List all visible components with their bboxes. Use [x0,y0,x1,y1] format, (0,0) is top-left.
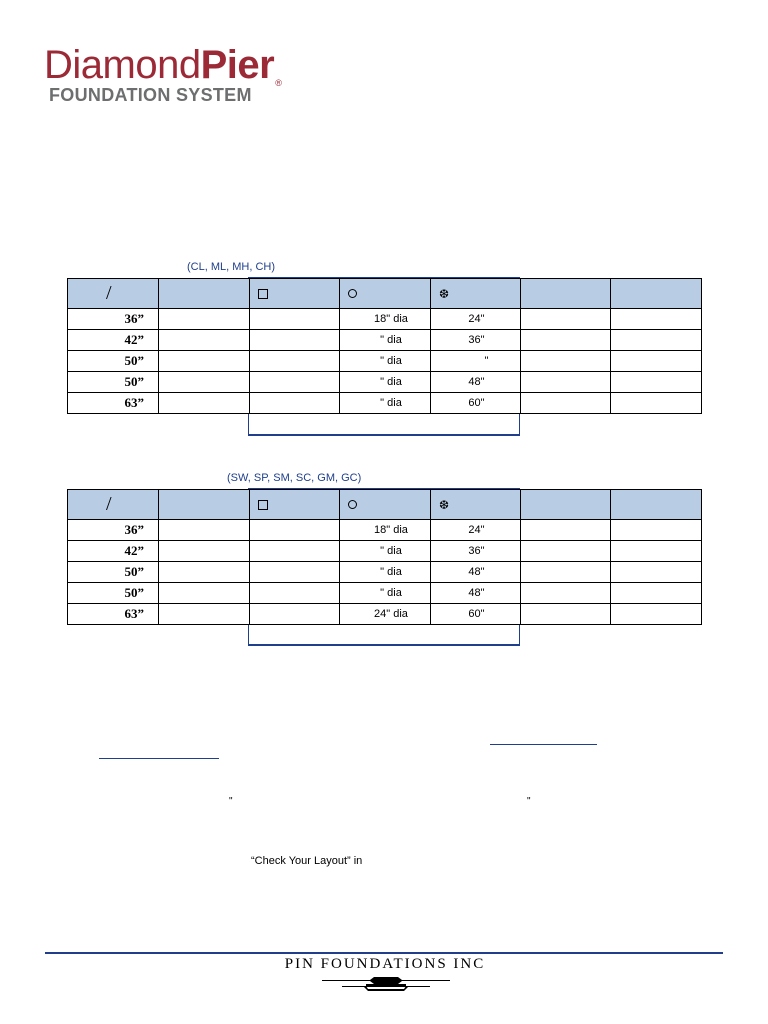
table2-header-row [68,490,702,520]
table1-header-empty [611,279,702,309]
frost-depth: 48" [431,562,521,583]
underline-link-left[interactable] [99,758,219,759]
table-row [68,604,702,625]
pier-size: 36” [68,520,159,541]
pier-size: 50” [68,562,159,583]
table1-header-slash: / [68,279,159,309]
footing-dia: " dia [340,351,431,372]
table1-header-snow [431,279,521,309]
table-row [68,330,702,351]
table2-soil-label: (SW, SP, SM, SC, GM, GC) [227,472,362,484]
footer-company-name: PIN FOUNDATIONS INC [284,956,486,972]
frost-depth: 24" [431,309,521,330]
table2-header-empty [611,490,702,520]
table-row [68,583,702,604]
footing-dia: " dia [340,330,431,351]
table-row [68,393,702,414]
registered-mark: ® [275,78,282,88]
footing-dia: " dia [340,393,431,414]
frost-depth: 36" [431,541,521,562]
pier-size: 63” [68,604,159,625]
table1-header-empty [159,279,250,309]
footing-dia: " dia [340,541,431,562]
frost-depth: 24" [431,520,521,541]
pin-foundations-mark [322,976,450,992]
circle-icon [348,500,357,509]
table-row [68,520,702,541]
table-row [68,372,702,393]
frost-depth: " [431,351,521,372]
footing-dia: 18" dia [340,309,431,330]
table2 [67,489,702,625]
check-layout-text: “Check Your Layout” in [251,855,363,867]
frost-depth: 60" [431,604,521,625]
pier-size: 63” [68,393,159,414]
table2-header-square [250,490,340,520]
table2-header-empty [159,490,250,520]
table1-header-square [250,279,340,309]
logo-tagline: FOUNDATION SYSTEM [49,85,252,105]
logo-wordmark [44,44,374,86]
square-icon [258,500,268,510]
table1-header-circle [340,279,431,309]
quote-close: " [527,796,531,807]
footing-dia: 24" dia [340,604,431,625]
table-row [68,562,702,583]
table2-header-circle [340,490,431,520]
underline-link-right[interactable] [490,744,597,745]
frost-depth: 48" [431,372,521,393]
pier-size: 42” [68,541,159,562]
pier-size: 50” [68,583,159,604]
table1-bracket [248,414,520,436]
frost-depth: 48" [431,583,521,604]
square-icon [258,289,268,299]
table2-header-empty [521,490,611,520]
footing-dia: 18" dia [340,520,431,541]
logo-name-bold: Pier [200,43,275,87]
table-row [68,309,702,330]
diamond-pier-logo [44,44,374,105]
table-row [68,351,702,372]
footing-dia: " dia [340,583,431,604]
table1-soil-label: (CL, ML, MH, CH) [187,261,275,273]
table-row [68,541,702,562]
frost-depth: 60" [431,393,521,414]
circle-icon [348,289,357,298]
quote-open: " [229,796,233,807]
pier-size: 36” [68,309,159,330]
footing-dia: " dia [340,562,431,583]
pier-size: 50” [68,351,159,372]
snowflake-icon: ❆ [439,286,450,301]
pier-size: 50” [68,372,159,393]
pier-size: 42” [68,330,159,351]
table2-header-slash: / [68,490,159,520]
table2-header-snow [431,490,521,520]
snowflake-icon: ❆ [439,497,450,512]
logo-name-light: Diamond [44,43,201,87]
table2-bracket [248,625,520,646]
footer-rule [45,952,723,954]
frost-depth: 36" [431,330,521,351]
footing-dia: " dia [340,372,431,393]
table1-header-empty [521,279,611,309]
table1 [67,278,702,414]
table1-header-row [68,279,702,309]
